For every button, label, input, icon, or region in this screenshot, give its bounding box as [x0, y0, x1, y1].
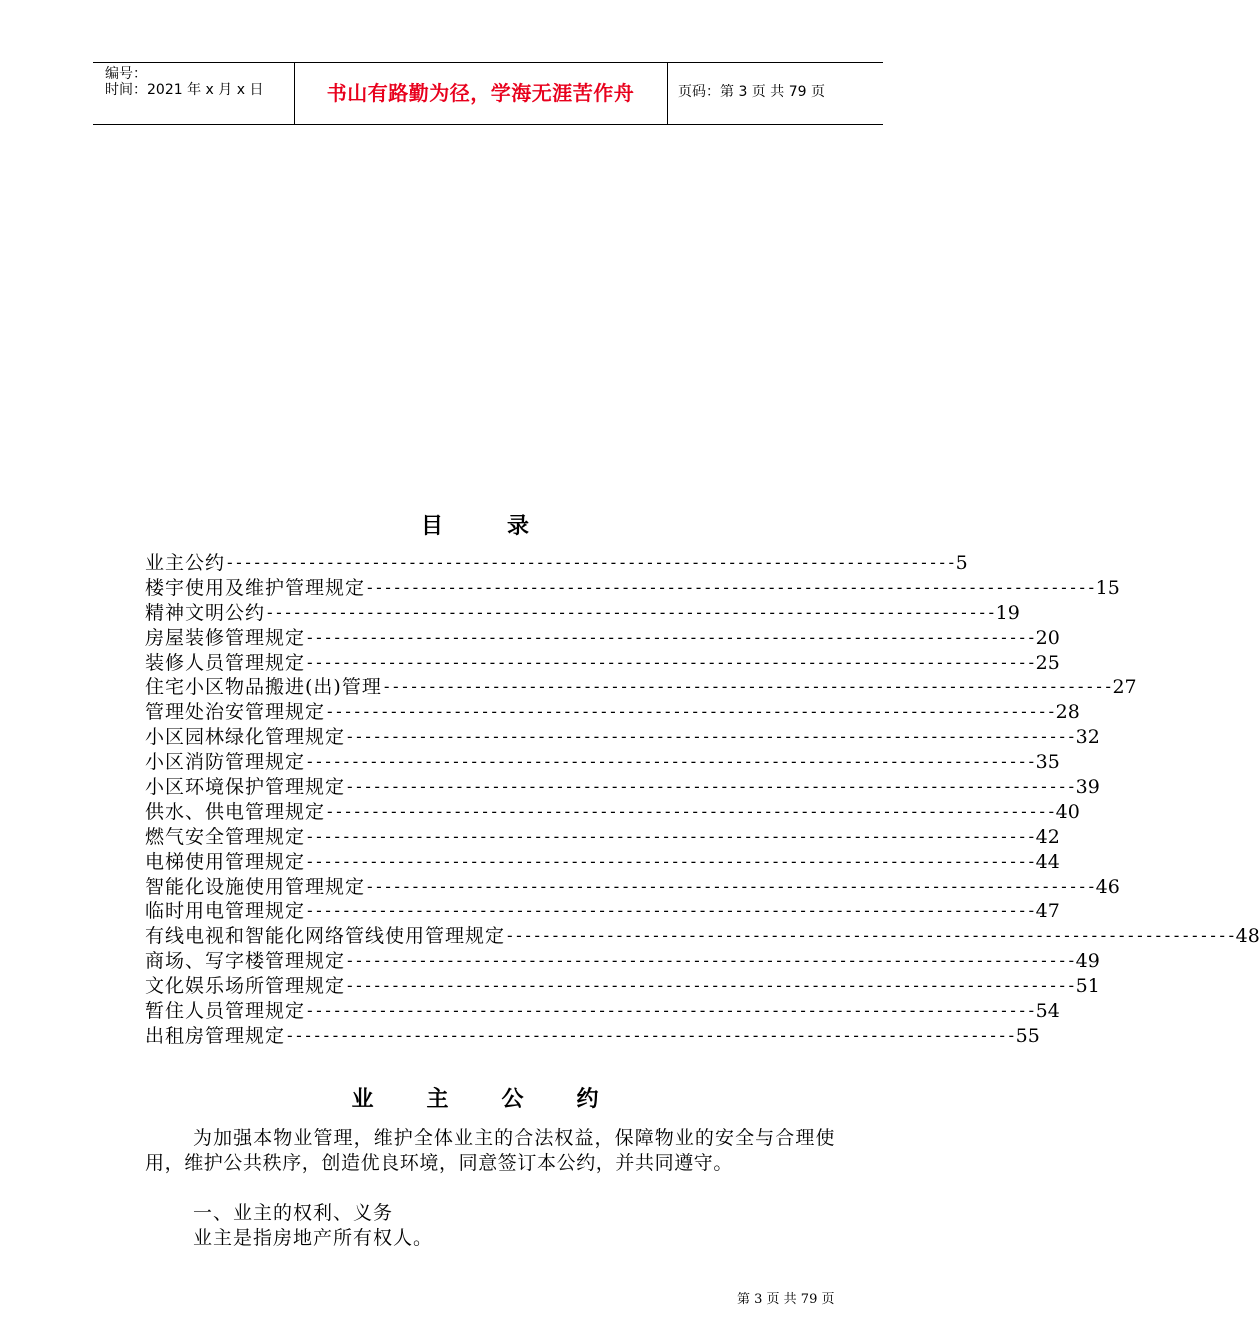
- toc-entry[interactable]: [145, 601, 1020, 626]
- toc-entry-label: 装修人员管理规定: [145, 651, 306, 674]
- toc-entry[interactable]: [145, 949, 1100, 974]
- toc-leader-dashes: --------------------------------------------------------------------------------: [225, 553, 956, 572]
- toc-entry[interactable]: [145, 1024, 1040, 1049]
- toc-entry-label: 小区环境保护管理规定: [145, 776, 346, 799]
- document-number-label: 编号：: [105, 66, 147, 82]
- toc-entry-page: 28: [1055, 701, 1080, 724]
- toc-entry[interactable]: [145, 750, 1060, 775]
- section-title-char: 业: [351, 1086, 374, 1112]
- toc-entry-label: 智能化设施使用管理规定: [145, 875, 366, 898]
- toc-entry-label: 管理处治安管理规定: [145, 701, 326, 724]
- toc-leader-dashes: --------------------------------------------------------------------------------: [285, 1025, 1016, 1045]
- toc-entry-page: 35: [1035, 751, 1060, 774]
- toc-leader-dashes: --------------------------------------------------------------------------------: [305, 851, 1036, 871]
- toc-entry[interactable]: [145, 626, 1060, 651]
- toc-entry-label: 小区园林绿化管理规定: [145, 726, 346, 749]
- document-time-label: 时间：2021 年 x 月 x 日: [105, 82, 264, 98]
- toc-entry-page: 32: [1075, 726, 1100, 749]
- header-page-number: 页码：第 3 页 共 79 页: [678, 84, 825, 100]
- toc-entry[interactable]: [145, 576, 1120, 601]
- toc-leader-dashes: --------------------------------------------------------------------------------: [345, 777, 1076, 797]
- toc-leader-dashes: --------------------------------------------------------------------------------: [345, 951, 1076, 971]
- toc-entry-label: 暂住人员管理规定: [145, 1000, 306, 1023]
- toc-leader-dashes: --------------------------------------------------------------------------------: [505, 926, 1236, 946]
- toc-entry[interactable]: [145, 999, 1060, 1024]
- toc-entry-label: 房屋装修管理规定: [145, 626, 306, 649]
- toc-entry[interactable]: [145, 899, 1060, 924]
- toc-leader-dashes: --------------------------------------------------------------------------------: [325, 702, 1056, 722]
- section-title: [0, 1084, 950, 1114]
- toc-entry-label: 业主公约: [145, 552, 226, 574]
- toc-leader-dashes: --------------------------------------------------------------------------------: [365, 577, 1096, 597]
- toc-entry-page: 44: [1035, 850, 1060, 873]
- toc-entry[interactable]: [145, 725, 1100, 750]
- toc-entry-page: 19: [995, 601, 1020, 624]
- toc-entry-label: 电梯使用管理规定: [145, 850, 306, 873]
- toc-entry-page: 47: [1035, 900, 1060, 923]
- toc-entry[interactable]: [145, 974, 1100, 999]
- toc-entry-page: 54: [1035, 1000, 1060, 1023]
- subsection-heading: 一、业主的权利、义务: [193, 1202, 394, 1224]
- toc-entry-label: 临时用电管理规定: [145, 900, 306, 923]
- toc-entry-page: 39: [1075, 776, 1100, 799]
- toc-entry-page: 51: [1075, 975, 1100, 998]
- toc-entry-page: 46: [1095, 875, 1120, 898]
- table-of-contents: [145, 551, 1260, 1049]
- toc-leader-dashes: --------------------------------------------------------------------------------: [305, 1001, 1036, 1021]
- section-title-char: 公: [501, 1086, 524, 1112]
- toc-entry[interactable]: [145, 675, 1137, 700]
- toc-entry-label: 燃气安全管理规定: [145, 825, 306, 848]
- toc-title-char: 录: [507, 513, 530, 539]
- toc-leader-dashes: --------------------------------------------------------------------------------: [305, 652, 1036, 672]
- toc-entry-page: 5: [955, 552, 968, 574]
- toc-leader-dashes: --------------------------------------------------------------------------------: [365, 876, 1096, 896]
- toc-entry-label: 楼宇使用及维护管理规定: [145, 576, 366, 599]
- toc-leader-dashes: --------------------------------------------------------------------------------: [305, 752, 1036, 772]
- header-motto: 书山有路勤为径，学海无涯苦作舟: [326, 81, 635, 105]
- toc-leader-dashes: --------------------------------------------------------------------------------: [345, 727, 1076, 747]
- toc-entry[interactable]: [145, 924, 1260, 949]
- toc-leader-dashes: --------------------------------------------------------------------------------: [345, 976, 1076, 996]
- toc-entry-page: 42: [1035, 825, 1060, 848]
- toc-entry[interactable]: [145, 651, 1060, 676]
- intro-paragraph: 为加强本物业管理，维护全体业主的合法权益，保障物业的安全与合理使用，维护公共秩序，创造优良环境，同意签订本公约，并共同遵守。: [145, 1127, 835, 1174]
- toc-entry-page: 25: [1035, 651, 1060, 674]
- toc-entry[interactable]: [145, 850, 1060, 875]
- toc-leader-dashes: --------------------------------------------------------------------------------: [305, 901, 1036, 921]
- toc-leader-dashes: --------------------------------------------------------------------------------: [325, 801, 1056, 821]
- toc-leader-dashes: --------------------------------------------------------------------------------: [381, 677, 1113, 697]
- toc-entry[interactable]: [145, 775, 1100, 800]
- toc-title: [0, 511, 950, 541]
- toc-entry[interactable]: [145, 825, 1060, 850]
- toc-entry-label: 商场、写字楼管理规定: [145, 950, 346, 973]
- toc-entry-label: 有线电视和智能化网络管线使用管理规定: [145, 925, 506, 948]
- toc-entry-page: 49: [1075, 950, 1100, 973]
- toc-entry-label: 住宅小区物品搬进(出)管理: [145, 676, 382, 699]
- toc-leader-dashes: --------------------------------------------------------------------------------: [305, 627, 1036, 647]
- header-right-cell: [668, 63, 883, 124]
- page-header: [93, 62, 883, 125]
- page-footer: 第 3 页 共 79 页: [737, 1292, 835, 1307]
- section-title-char: 主: [426, 1086, 449, 1112]
- toc-entry[interactable]: [145, 700, 1080, 725]
- toc-entry-page: 48: [1235, 925, 1260, 948]
- toc-entry[interactable]: [145, 551, 968, 576]
- toc-entry[interactable]: [145, 800, 1080, 825]
- toc-entry-label: 文化娱乐场所管理规定: [145, 975, 346, 998]
- toc-entry-page: 55: [1015, 1024, 1040, 1047]
- toc-entry-page: 15: [1095, 576, 1120, 599]
- header-middle-cell: [294, 63, 668, 124]
- toc-entry[interactable]: [145, 875, 1120, 900]
- section-title-char: 约: [576, 1086, 599, 1112]
- header-left-cell: [93, 63, 295, 124]
- toc-leader-dashes: --------------------------------------------------------------------------------: [265, 602, 996, 622]
- toc-leader-dashes: --------------------------------------------------------------------------------: [305, 826, 1036, 846]
- toc-entry-page: 20: [1035, 626, 1060, 649]
- toc-title-char: 目: [420, 513, 443, 539]
- toc-entry-label: 供水、供电管理规定: [145, 800, 326, 823]
- toc-entry-label: 精神文明公约: [145, 601, 266, 624]
- toc-entry-page: 40: [1055, 800, 1080, 823]
- body-paragraph: 业主是指房地产所有权人。: [193, 1227, 434, 1249]
- toc-entry-label: 小区消防管理规定: [145, 751, 306, 774]
- toc-entry-label: 出租房管理规定: [145, 1024, 286, 1047]
- toc-entry-page: 27: [1112, 676, 1137, 699]
